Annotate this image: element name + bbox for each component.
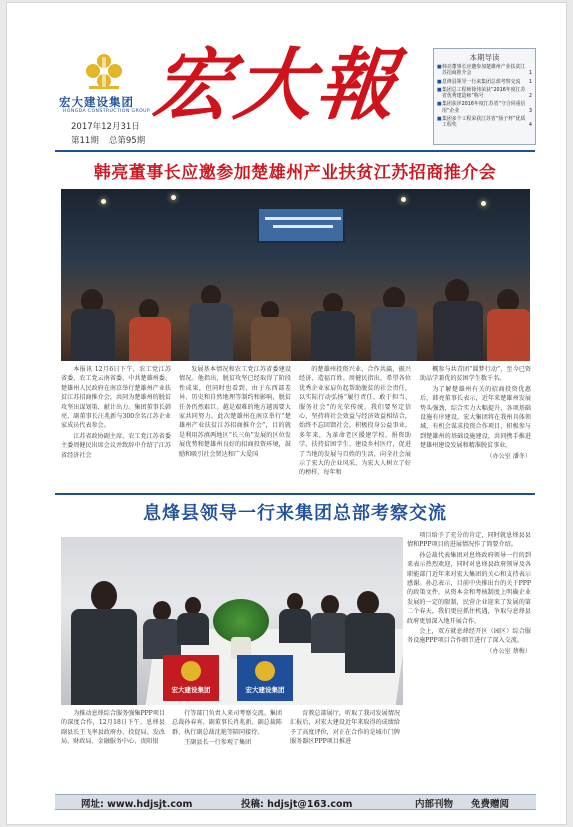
article1-byline: （办公室 潘冬） <box>486 452 531 460</box>
guide-item-text: 集团多个工程荣获江苏省“扬子杯”优质工程奖 <box>442 116 526 129</box>
bullet-icon: ■ <box>437 86 442 93</box>
article1-column-2 <box>179 365 291 491</box>
guide-title: 本期导读 <box>469 53 500 62</box>
audience-body <box>71 309 115 361</box>
audience-body <box>189 303 233 361</box>
name-tent-red <box>163 655 219 701</box>
attendee-body <box>311 613 349 653</box>
audience-body <box>311 311 355 361</box>
article2-paragraph: 为推动息烽综合服务强集PPP项目的深度合作，12月18日下午，息烽县副县长王飞率县政府办、投促局、发改局、财政局、金融服务中心、贵阳银 <box>61 710 165 746</box>
issue-number-current: 第11期 <box>71 136 99 146</box>
guide-item-text: 集团总工程师徐伟荣获“2016年度江苏省优秀建造师”称号 <box>442 86 526 100</box>
light-decoration <box>171 195 176 200</box>
guide-item-page: 4 <box>528 122 532 129</box>
guide-item-text: 息烽县领导一行来集团总部考察交流 <box>442 78 521 85</box>
guide-item[interactable] <box>434 86 535 101</box>
guide-item-text: 集团获评2016年度江苏省“守合同重信用”企业 <box>442 101 526 114</box>
divider <box>55 150 535 152</box>
tent-label: 宏大建设集团 <box>245 686 285 694</box>
guide-item[interactable] <box>434 63 535 78</box>
article1-column-1 <box>61 365 171 491</box>
bullet-icon: ■ <box>437 101 442 108</box>
article1-headline[interactable]: 韩亮董事长应邀参加楚雄州产业扶贫江苏招商推介会 <box>93 163 497 183</box>
article2-paragraph: 会上，双方就息烽经开区（园区）综合服务设施PPP项目合作细节进行了深入交流。 <box>407 628 531 645</box>
audience-body <box>251 317 291 361</box>
audience-body <box>487 309 530 361</box>
bullet-icon: ■ <box>437 64 442 70</box>
light-decoration <box>401 197 406 202</box>
masthead-title: 宏大報 <box>148 40 404 131</box>
article2-paragraph: 行等部门负责人来司考察交流。集团总裁孙春宵、副董事长肖兆新、副总裁陈群、执行副总裁沈艳等陪同接待。 <box>172 710 282 736</box>
divider <box>55 493 535 495</box>
article1-paragraph: 发展基本情况和农工党江苏省委建设情况。他指出，脱贫攻坚已经取得了阶段性成果，但同时也看到，由于东西部差异、历史和自然地理等制约和影响，脱贫任务仍然艰巨。越是艰难的地方越需要大家共同努力。此次楚雄州在南京举行“楚雄州产业扶贫江苏招商推介会”，目的就是利用苏滇两地区“长三角”发展的区位发展优势和楚雄州良好的招商投资环境，鼓励和吸引社会贤达和广大爱国 <box>179 366 291 458</box>
projection-screen <box>257 207 345 243</box>
audience-body <box>433 301 483 361</box>
footer-website[interactable]: 网址: www.hdjsjt.com <box>81 799 193 810</box>
light-decoration <box>481 201 486 206</box>
guide-item[interactable] <box>434 78 535 86</box>
article1-column-3 <box>299 365 411 491</box>
article1-paragraph: 江苏省政协副主席、农工党江苏省委主委周健民出席会议并致辞中介绍了江苏省经济社会 <box>61 432 171 459</box>
hongda-logo-icon <box>255 661 275 681</box>
attendee-head <box>91 581 117 611</box>
audience-body <box>129 317 171 361</box>
attendee-body <box>279 609 311 643</box>
article2-photo <box>61 537 403 705</box>
issue-number <box>71 134 155 146</box>
guide-item-page: 1 <box>528 70 532 77</box>
article2-paragraph: 孙总裁代表集团对息烽政府领导一行的到来表示热烈欢迎，同时对息烽县政府领导及各职能部门近年来对宏大集团的关心和支持表示感谢。孙总表示，目前中央推出台的关于PPP的政策文件，从资本金和考核制度上明确企业发展的一定的限制，民营企业迎来了发展的第二个春天，我们更应抓住机遇，争取与息烽县政府更加深入地开展合作。 <box>407 551 531 625</box>
article2-paragraph: 项目给予了充分的肯定，同时就息烽县县情和PPP项目的进展情况作了简要介绍。 <box>407 532 531 549</box>
article1-paragraph: 为了解楚雄州有关的招商投资优惠后，韩亮董事长表示，近年来楚雄州发展势头强劲，综合实力大幅提升，各项基础设施有序建设，宏大集团将在我州具体领域，有机会谋求投资合作项目，积极参与到楚雄州的基础设施建设，共同携手推进楚雄州建设发展和精准脱贫事业。 <box>420 385 531 450</box>
issue-date: 2017年12月31日 <box>71 122 140 132</box>
logo-company-name-en: HONGDA CONSTRUCTION GROUP <box>63 109 151 114</box>
screen-text-line <box>265 217 341 220</box>
issue-guide-box <box>433 48 536 145</box>
article2-headline[interactable]: 息烽县领导一行来集团总部考察交流 <box>143 503 447 524</box>
newspaper-page <box>6 2 567 825</box>
guide-item-page: 1 <box>528 78 532 85</box>
attendee-head <box>153 601 171 621</box>
tent-label: 宏大建设集团 <box>171 686 211 694</box>
guide-item[interactable] <box>434 115 535 130</box>
article2-column-1 <box>61 709 165 789</box>
footer-bar <box>55 794 536 810</box>
issue-number-total: 总第95期 <box>108 136 146 146</box>
hongda-logo-icon <box>83 53 125 93</box>
attendee-body <box>143 619 181 659</box>
footer-free-label: 免费赠阅 <box>471 799 510 810</box>
attendee-body <box>71 609 137 705</box>
attendee-body <box>177 613 209 645</box>
hongda-logo-icon <box>181 661 201 681</box>
article2-paragraph: 育教总部展厅，听取了我司发展情况汇报后，对宏大建设近年来取得的成绩给予了高度评价，对正在合作的是城市门牌服务器区PPP项目推进 <box>290 710 400 746</box>
article1-paragraph: 概参与共青团“圆梦行动”，至今已资助品学兼优的贫困学生数千名。 <box>420 366 531 383</box>
article2-column-3 <box>290 709 400 789</box>
audience-body <box>371 307 417 361</box>
footer-internal-label: 内部刊物 <box>415 799 454 810</box>
attendee-head <box>357 591 379 615</box>
article1-photo <box>61 189 530 361</box>
article1-column-4 <box>420 365 531 491</box>
article2-column-4 <box>407 531 531 787</box>
guide-item[interactable] <box>434 100 535 115</box>
article2-paragraph: 王副县长一行参观了集团 <box>184 739 252 747</box>
bullet-icon: ■ <box>437 116 442 123</box>
article1-paragraph: 本报讯 12月6日下午，农工党江苏省委、农工党云南省委、中共楚雄州委、楚雄州人民政府在南京举行楚雄州产业扶贫江苏招商推介会，共同为楚雄州的脱贫攻坚出谋划策、献计出力。集团董事长韩亮、副董事长汪兆新与300余名江苏企业家成员代表参会。 <box>61 366 171 430</box>
light-decoration <box>101 199 106 204</box>
screen-text-line <box>273 225 333 228</box>
guide-item-page: 3 <box>528 107 532 114</box>
article2-column-2 <box>172 709 282 789</box>
attendee-body <box>345 613 395 673</box>
attendee-head <box>321 595 339 615</box>
article2-byline: （办公室 蔡梅） <box>486 647 531 655</box>
logo-company-name: 宏大建设集团 <box>59 95 134 109</box>
guide-item-text: 韩亮董事长应邀参加楚雄州产业扶贫江苏招商推介会 <box>442 64 526 77</box>
footer-email[interactable]: 投稿: hdjsjt@163.com <box>241 799 353 810</box>
guide-item-page: 2 <box>528 93 532 100</box>
name-tent-blue <box>237 655 293 701</box>
article1-paragraph: 的楚雄州投资兴业、合作共赢，振兴经济、造福百姓。周健民指出，希望各位优秀企业家肩负起帮助脱贫的社会责任，以实际行动弘扬“履行责任、敢于担当、服务社会”的光荣传统。我们要坚定信心，坚持将社会效益与经济效益相结合，始终不忘回馈社会，积极投身公益事业。多年来，为革命老区援建学校、捐资助学、扶持贫困学生、建设乡村医疗，促进了当地的发展与百姓的生活，向全社会展示了宏大的企业风采，为宏大人树立了好的榜样，每年和 <box>299 366 411 477</box>
bullet-icon: ■ <box>437 78 442 85</box>
